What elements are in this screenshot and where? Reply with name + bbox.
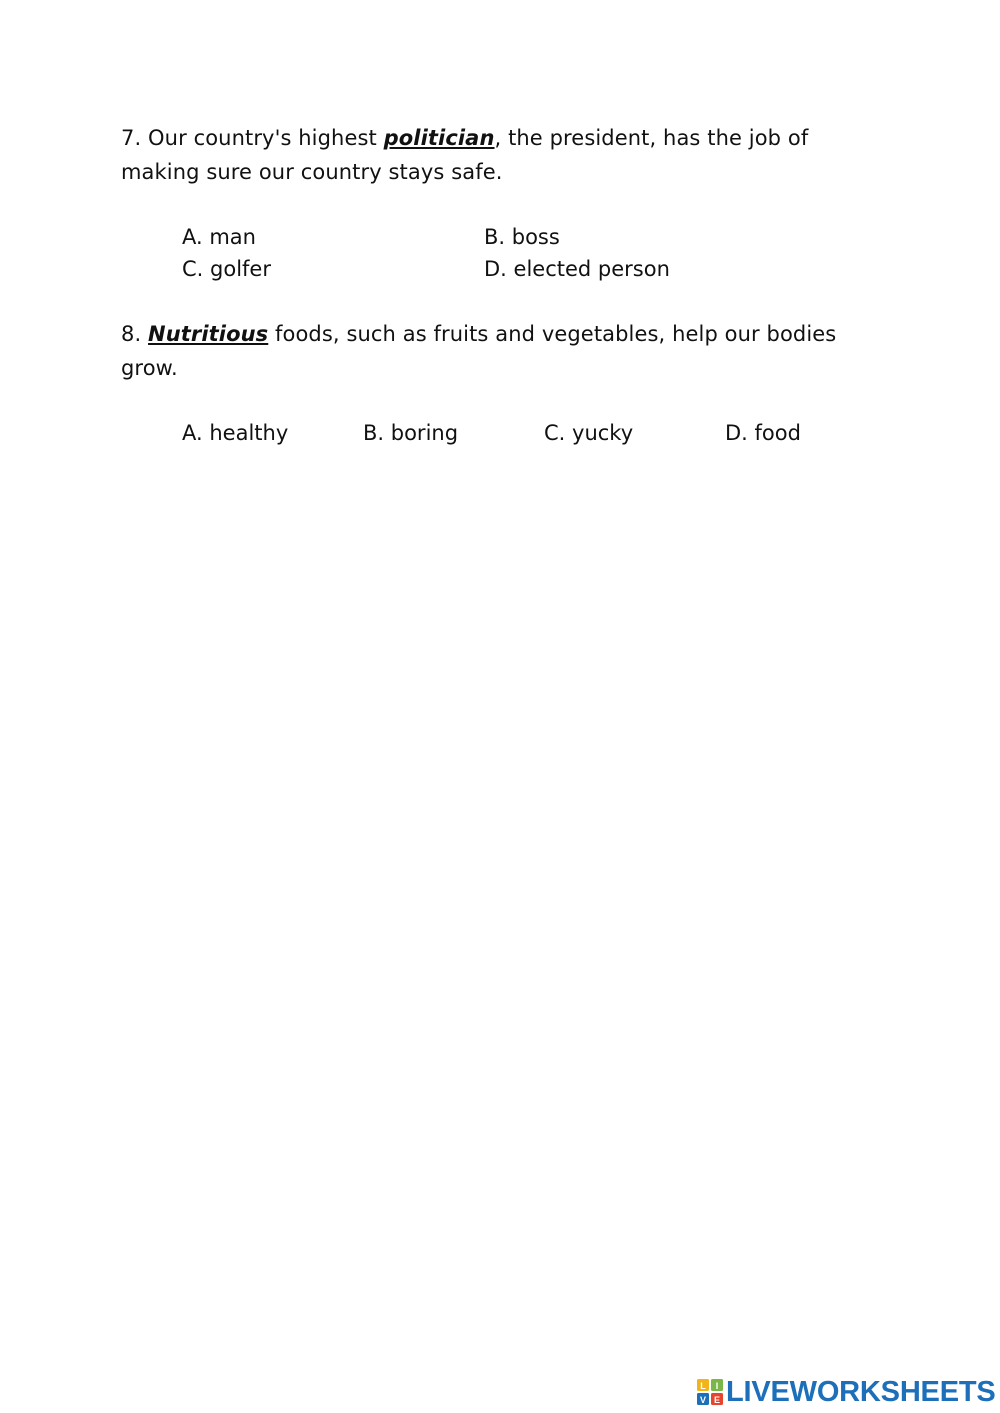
- brand-name: LIVEWORKSHEETS: [726, 1375, 996, 1408]
- question-7-option-d[interactable]: D. elected person: [484, 257, 670, 281]
- question-7-option-a[interactable]: A. man: [182, 225, 256, 249]
- question-8-number: 8.: [121, 322, 142, 346]
- question-7-option-b[interactable]: B. boss: [484, 225, 560, 249]
- question-7-number: 7.: [121, 126, 142, 150]
- question-8-option-b[interactable]: B. boring: [363, 421, 459, 445]
- liveworksheets-brand: [697, 1375, 996, 1409]
- svg-text:L: L: [700, 1381, 706, 1391]
- question-8-option-c[interactable]: C. yucky: [544, 421, 634, 445]
- question-7-text: [121, 121, 881, 189]
- question-7-keyword: politician: [383, 126, 495, 150]
- liveworksheets-logo-icon: [697, 1379, 723, 1405]
- question-7-option-c[interactable]: C. golfer: [182, 257, 271, 281]
- question-8-keyword: Nutritious: [148, 322, 269, 346]
- svg-text:I: I: [715, 1381, 719, 1391]
- question-7-text-after: , the president, has the job of making sure our country stays safe.: [121, 126, 809, 184]
- question-8-option-d[interactable]: D. food: [725, 421, 801, 445]
- question-8-text-after: foods, such as fruits and vegetables, help our bodies grow.: [121, 322, 837, 380]
- svg-text:V: V: [699, 1395, 707, 1405]
- question-8-text: [121, 317, 881, 385]
- svg-text:E: E: [713, 1395, 721, 1405]
- question-8-option-a[interactable]: A. healthy: [182, 421, 289, 445]
- question-7-text-before: Our country's highest: [148, 126, 377, 150]
